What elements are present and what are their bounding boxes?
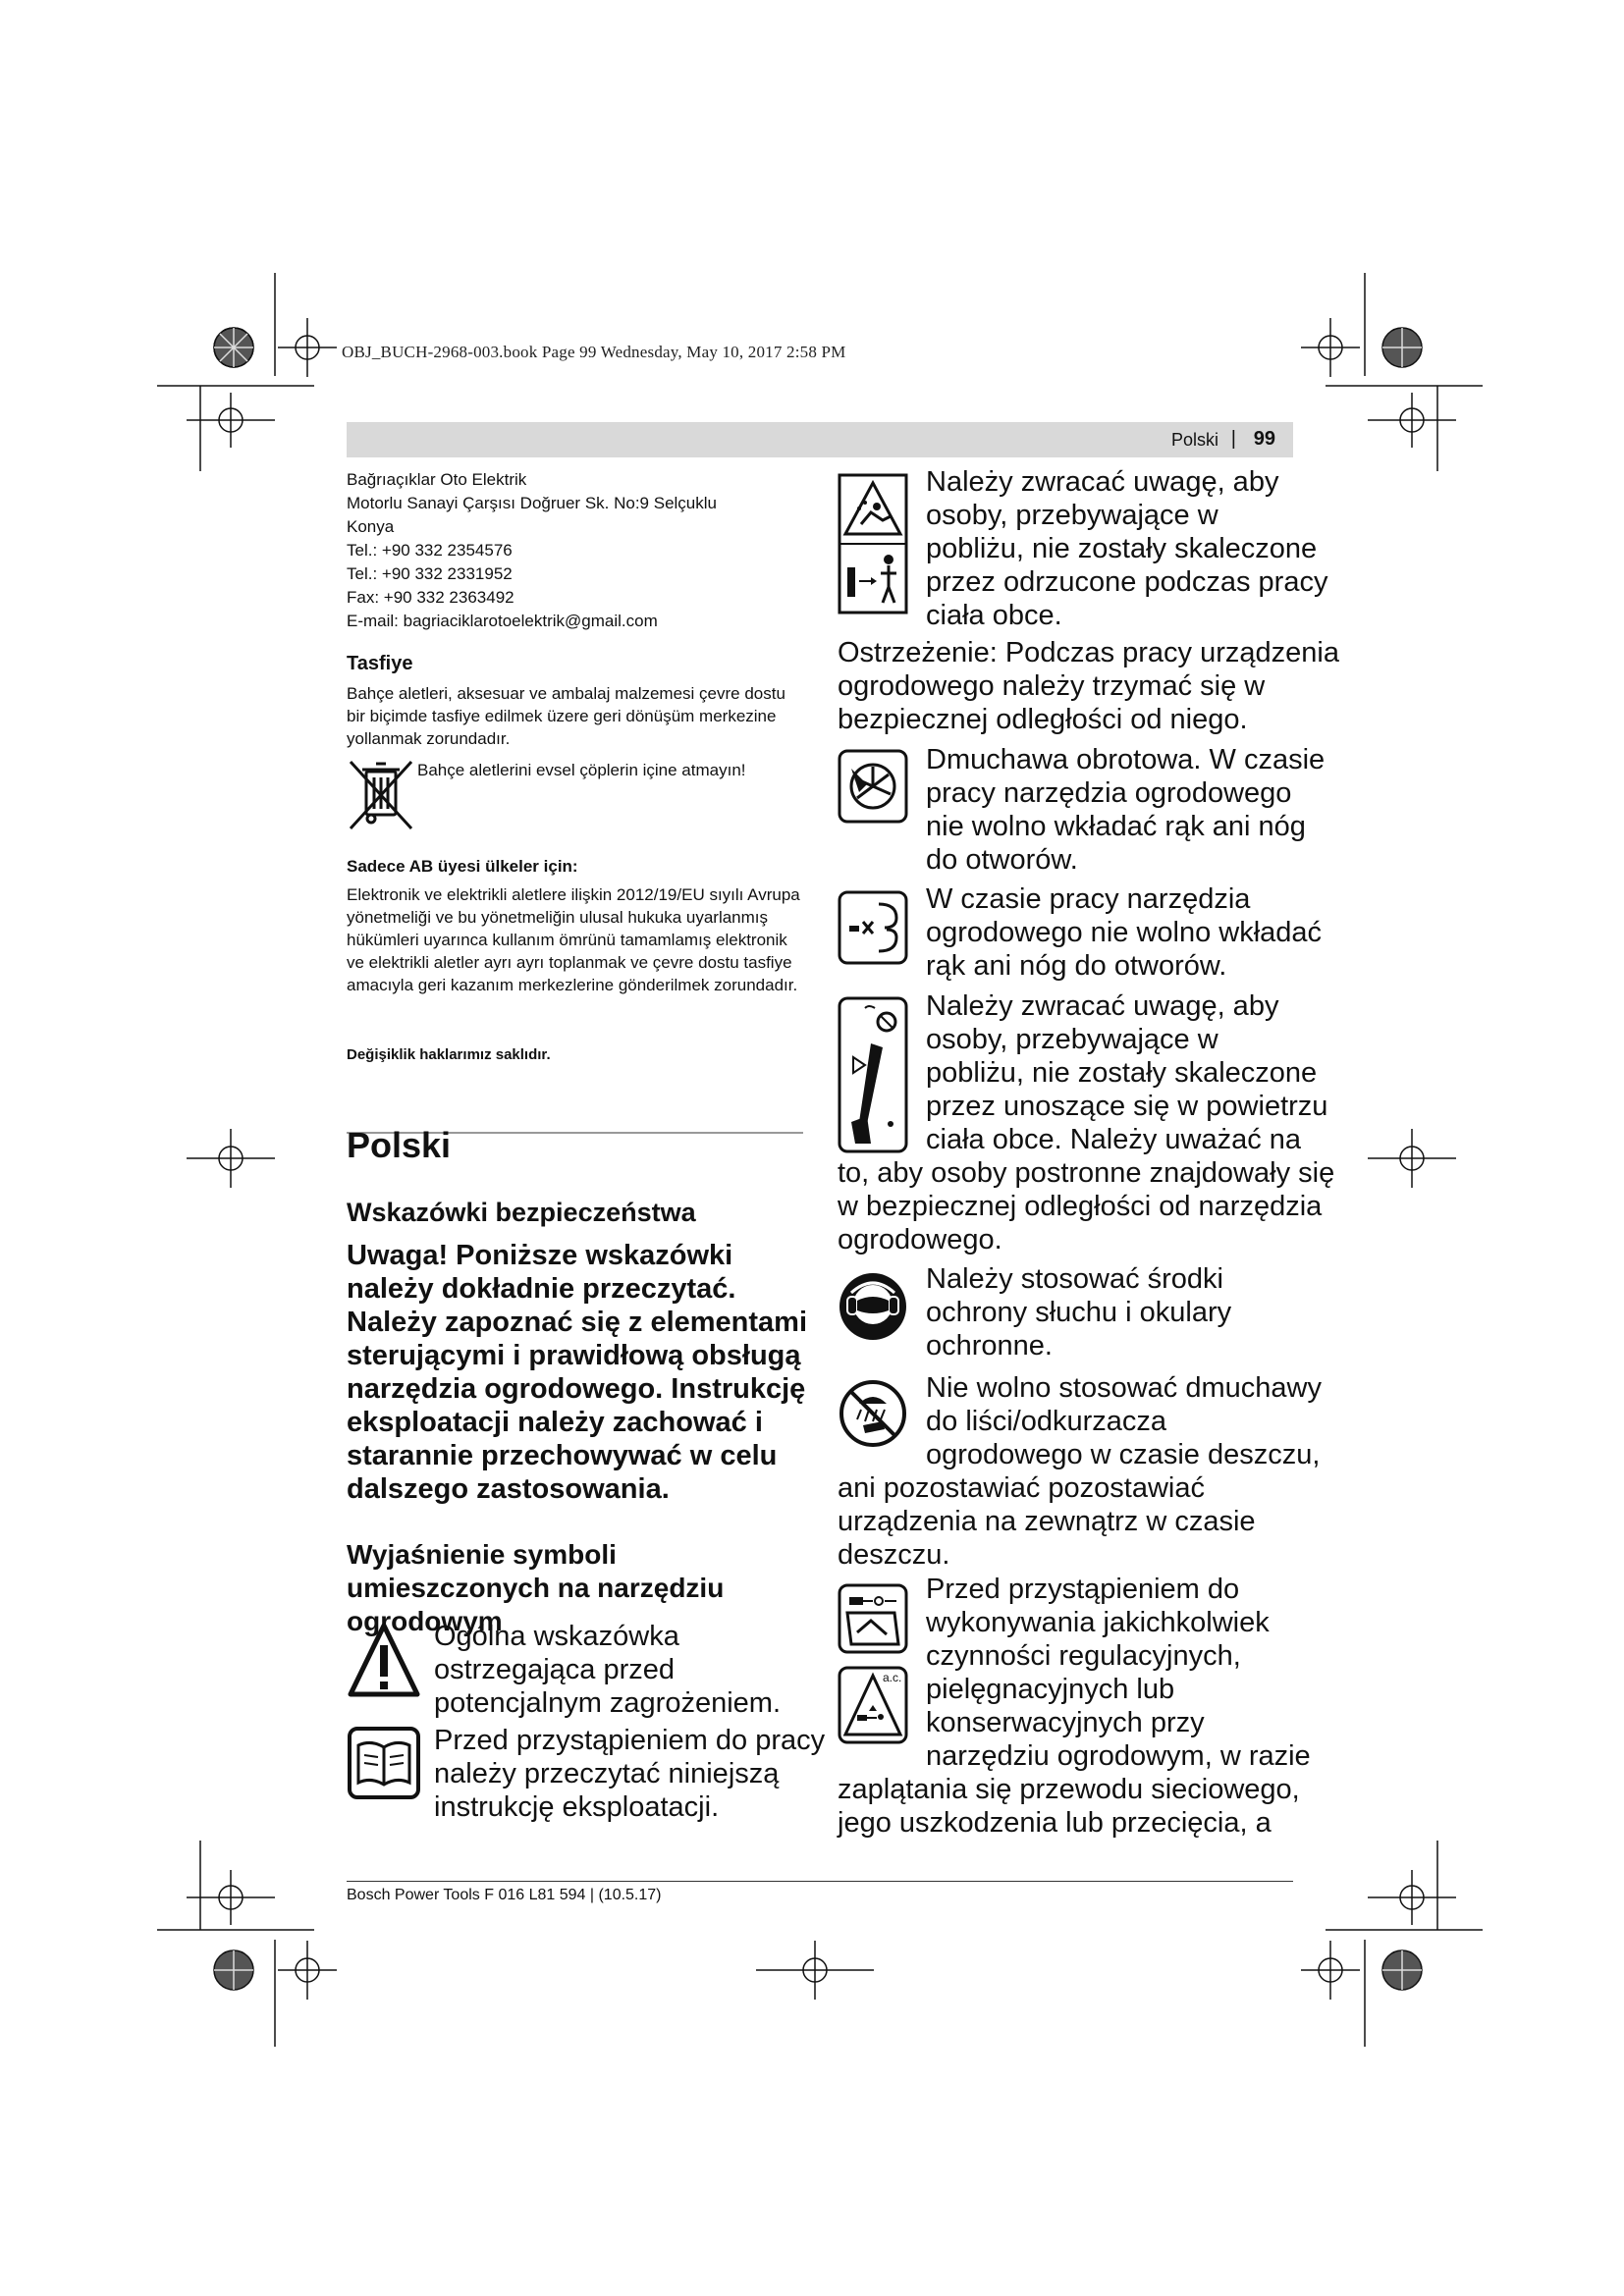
unplug-before-maintenance-icon — [838, 1583, 908, 1654]
address-line: Konya — [347, 517, 395, 536]
crosshair-icon — [278, 1941, 337, 2000]
crosshair-icon — [1301, 318, 1360, 377]
color-target-icon — [1382, 328, 1422, 367]
weee-note: Bahçe aletlerini evsel çöplerin içine atmayın! — [417, 761, 746, 779]
symbol-general-warning-text: Ogólna wskazówka ostrzegająca przed potencjalnym zagrożeniem. — [434, 1621, 782, 1719]
weee-row — [347, 756, 803, 838]
address-line: Fax: +90 332 2363492 — [347, 588, 514, 607]
safety-heading: Wskazówki bezpieczeństwa — [347, 1198, 696, 1227]
openings-warning-text: W czasie pracy narzędzia ogrodowego nie wolno wkładać rąk ani nóg do otworów. — [926, 883, 1323, 982]
fan-warning-text: Dmuchawa obrotowa. W czasie pracy narzędzia ogrodowego nie wolno wkładać rąk ani nóg do otworów. — [926, 744, 1326, 876]
header-section-title: Polski — [1170, 430, 1218, 450]
symbols-heading: Wyjaśnienie symboli umieszczonych na narzędziu ogrodowym — [347, 1539, 725, 1636]
crosshair-icon — [278, 318, 337, 377]
rain-warning-continued: ani pozostawiać pozostawiać urządzenia na zewnątrz w czasie deszczu. — [838, 1472, 1256, 1571]
crosshair-icon — [187, 1129, 275, 1188]
eu-heading: Sadece AB üyesi ülkeler için: — [347, 857, 578, 876]
rain-warning-text: Nie wolno stosować dmuchawy do liści/odkurzacza ogrodowego w czasie deszczu, — [926, 1372, 1322, 1470]
thrown-objects-icon — [838, 473, 908, 614]
tasfiye-heading: Tasfiye — [347, 653, 413, 674]
print-header: OBJ_BUCH-2968-003.book Page 99 Wednesday, May 10, 2017 2:58 PM — [342, 343, 846, 361]
maintenance-warning-continued: zaplątania się przewodu sieciowego, jego uszkodzenia lub przecięcia, a — [838, 1774, 1300, 1839]
airborne-warning-continued: to, aby osoby postronne znajdowały się w bezpiecznej odległości od narzędzia ogrodowego. — [838, 1157, 1335, 1255]
address-email: E-mail: bagriaciklarotoelektrik@gmail.com — [347, 612, 658, 630]
maintenance-warning-text: Przed przystąpieniem do wykonywania jakichkolwiek czynności regulacyjnych, pielęgnacyjnych lub konserwacyjnych przy narzędziu ogrodowym, w razie — [926, 1574, 1311, 1772]
footer-text: Bosch Power Tools F 016 L81 594 | (10.5.17) — [347, 1887, 662, 1903]
no-hands-openings-icon — [838, 890, 908, 965]
left-column-turkish — [347, 468, 803, 1065]
tasfiye-text: Bahçe aletleri, aksesuar ve ambalaj malzemesi çevre dostu bir biçimde tasfiye edilmek üzere geri dönüşüm merkezine yollanmak zorundadır. — [347, 684, 785, 748]
color-target-icon — [214, 1950, 253, 1990]
read-manual-icon — [347, 1726, 421, 1800]
crosshair-icon — [1301, 1941, 1360, 2000]
color-target-icon — [214, 328, 253, 367]
address-line: Tel.: +90 332 2354576 — [347, 541, 513, 560]
ear-eye-protection-icon — [838, 1271, 908, 1342]
debris-warning-text: Należy zwracać uwagę, aby osoby, przebywające w pobliżu, nie zostały skaleczone przez odrzucone podczas pracy ciała obce. — [926, 466, 1328, 631]
address-line: Bağrıaçıklar Oto Elektrik — [347, 470, 527, 489]
crossed-bin-icon — [347, 756, 415, 834]
rotating-fan-icon — [838, 749, 908, 824]
ac-unplug-warning-icon — [838, 1666, 908, 1744]
page-number: 99 — [1253, 428, 1275, 450]
distance-warning-text: Ostrzeżenie: Podczas pracy urządzenia ogrodowego należy trzymać się w bezpiecznej odległości od niego. — [838, 637, 1339, 735]
color-target-icon — [1382, 1950, 1422, 1990]
address-line: Tel.: +90 332 2331952 — [347, 564, 513, 583]
protection-text: Należy stosować środki ochrony słuchu i okulary ochronne. — [926, 1263, 1232, 1362]
crosshair-icon — [1368, 1870, 1456, 1925]
crosshair-icon — [756, 1941, 874, 2000]
crosshair-icon — [1368, 1129, 1456, 1188]
symbol-read-manual-text: Przed przystąpieniem do pracy należy przeczytać niniejszą instrukcję eksploatacji. — [434, 1725, 826, 1823]
address-block — [347, 468, 803, 633]
safety-warning: Uwaga! Poniższe wskazówki należy dokładnie przeczytać. Należy zapoznać się z elementami sterującymi i prawidłową obsługą narzędzia ogrodowego. Instrukcję eksploatacji należy zachować i starannie przechowywać w celu dalszego zastosowania. — [347, 1240, 808, 1505]
airborne-objects-icon — [838, 996, 908, 1153]
rights-note: Değişiklik haklarımız saklıdır. — [347, 1046, 551, 1063]
header-separator: | — [1230, 428, 1236, 450]
airborne-warning-text: Należy zwracać uwagę, aby osoby, przebywające w pobliżu, nie zostały skaleczone przez unoszące się w powietrzu ciała obce. Należy uważać na — [926, 990, 1328, 1155]
polski-title: Polski — [347, 1125, 452, 1165]
page-header-bar — [347, 422, 1293, 457]
warning-triangle-icon — [347, 1622, 421, 1700]
no-rain-icon — [838, 1378, 908, 1449]
footer-rule — [347, 1881, 1293, 1882]
crosshair-icon — [1368, 393, 1456, 448]
address-line: Motorlu Sanayi Çarşısı Doğruer Sk. No:9 Selçuklu — [347, 494, 717, 512]
ac-label: a.c. — [883, 1671, 902, 1684]
eu-text: Elektronik ve elektrikli aletlere ilişkin 2012/19/EU sıyılı Avrupa yönetmeliği ve bu yönetmeliğin ulusal hukuka uyarlanmış hükümleri uyarınca kullanım ömrünü tamamlamış elektronik ve elektrikli aletler ayrı ayrı toplanmak ve çevre dostu tasfiye amacıyla geri kazanım merkezlerine gönderilmek zorundadır. — [347, 885, 800, 994]
